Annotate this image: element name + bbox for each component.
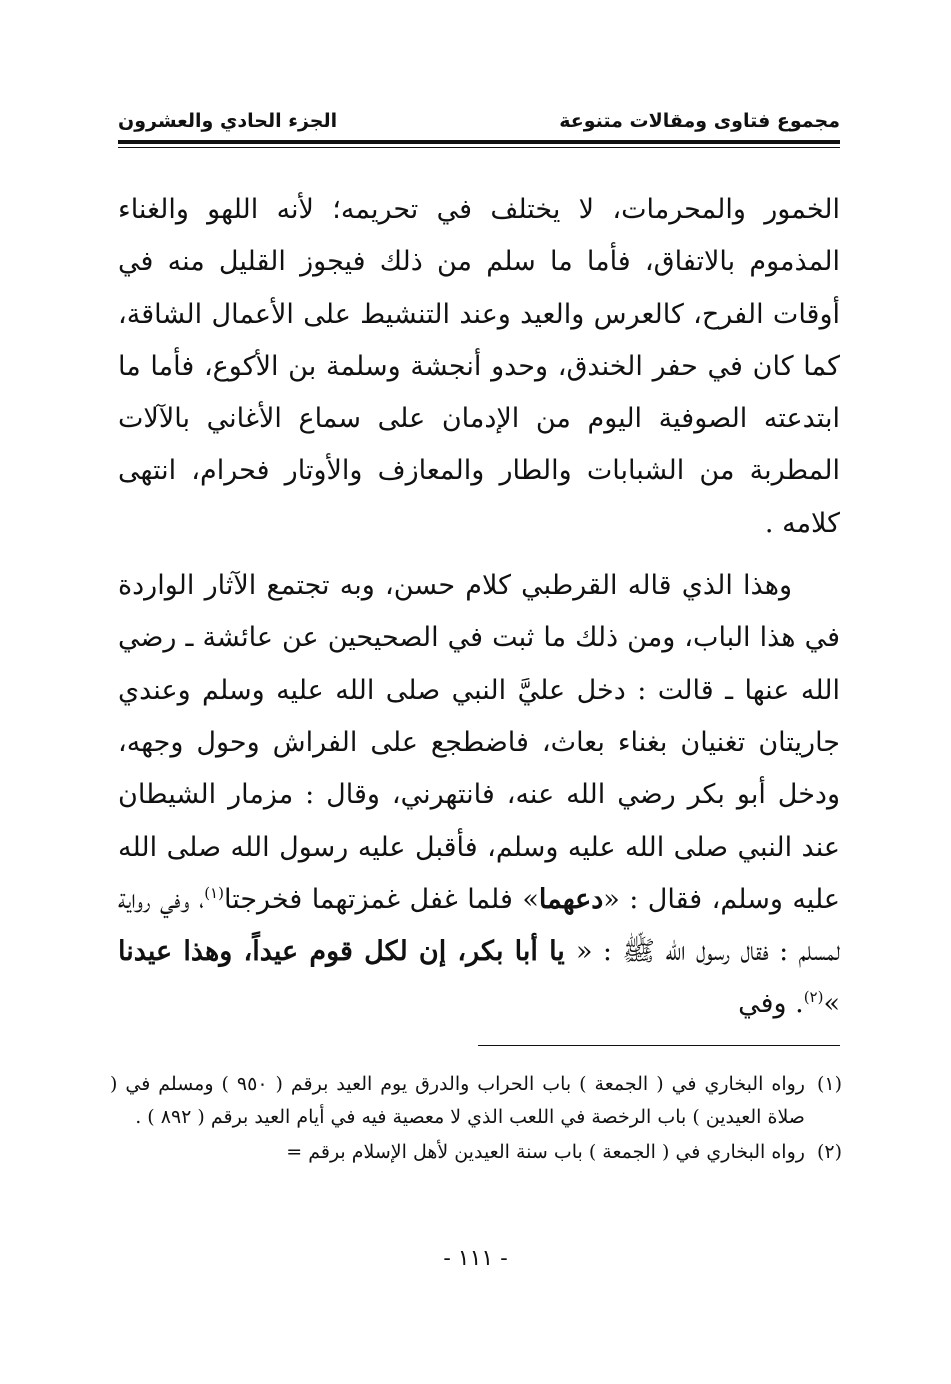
volume-label: الجزء الحادي والعشرون [118,110,338,132]
footnote-text: رواه البخاري في ( الجمعة ) باب الحراب والدرق يوم العيد برقم ( ٩٥٠ ) ومسلم في ( صلاة العيدين ) باب الرخصة في اللعب الذي لا معصية فيه في أيام العيد برقم ( ٨٩٢ ) . [110,1073,805,1128]
paragraph-2-part-a: وهذا الذي قاله القرطبي كلام حسن، وبه تجتمع الآثار الواردة في هذا الباب، ومن ذلك ما ثبت في الصحيحين عن عائشة ـ رضي الله عنها ـ قالت : دخل عليَّ النبي صلى الله عليه وسلم وعندي جاريتان تغنيان بغناء بعاث، فاضطجع على الفراش وحول وجهه، ودخل أبو بكر رضي الله عنه، فانتهرني، وقال : مزمار الشيطان عند النبي صلى الله عليه وسلم، فأقبل عليه رسول الله صلى الله عليه وسلم، فقال : « [118,570,841,915]
footnote-1 [110,1068,842,1134]
paragraph-2-part-d: » [823,988,840,1020]
footnotes [110,1068,842,1169]
header-rule-thick [118,140,840,144]
footnote-number: (٢) [816,1141,842,1163]
footnote-number: (١) [816,1073,842,1095]
book-title: مجموع فتاوى ومقالات متنوعة [559,110,840,132]
main-text [118,184,840,1031]
page-number: - ١١١ - [443,1246,508,1271]
paragraph-2-part-c: ، وفي رواية لمسلم : فقال رسول الله ﷺ : « [118,883,840,968]
paragraph-2-part-e: . وفي [738,988,804,1020]
footnote-2 [110,1136,842,1169]
footnote-text: رواه البخاري في ( الجمعة ) باب سنة العيدين لأهل الإسلام برقم = [286,1141,805,1163]
paragraph-2 [118,560,840,1031]
quote-dahuma: دعهما [538,883,604,915]
paragraph-2-part-b: » فلما غفل غمزتهما فخرجتا [223,883,539,915]
running-header [118,92,840,132]
header-rule-thin [118,147,840,148]
footnote-separator [478,1045,840,1046]
footnote-ref-1[interactable]: (١) [204,883,224,902]
footnote-ref-2[interactable]: (٢) [803,988,824,1007]
paragraph-1: الخمور والمحرمات، لا يختلف في تحريمه؛ لأنه اللهو والغناء المذموم بالاتفاق، فأما ما سلم من ذلك فيجوز القليل منه في أوقات الفرح، كالعرس والعيد وعند التنشيط على الأعمال الشاقة، كما كان في حفر الخندق، وحدو أنجشة وسلمة بن الأكوع، فأما ما ابتدعته الصوفية اليوم من الإدمان على سماع الأغاني بالآلات المطربة من الشبابات والطار والمعازف والأوتار فحرام، انتهى كلامه . [118,194,840,539]
quote-eid: يا أبا بكر، إن لكل قوم عيداً، وهذا عيدنا [118,936,577,968]
